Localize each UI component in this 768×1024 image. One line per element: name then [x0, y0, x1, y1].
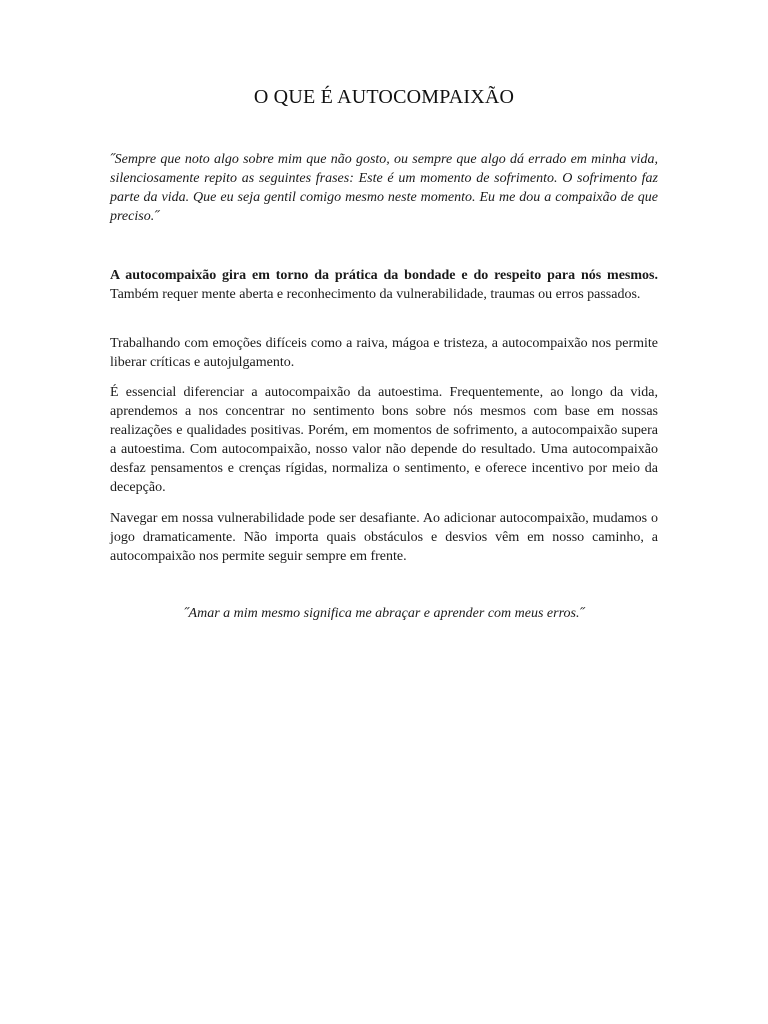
paragraph-1-bold: A autocompaixão gira em torno da prática da bondade e do respeito para nós mesmos.	[110, 268, 658, 283]
paragraph-3: É essencial diferenciar a autocompaixão da autoestima. Frequentemente, ao longo da vida, aprendemos a nos concentrar no sentimento bons sobre nós mesmos com base em nossas realizações e qualidades positivas. Porém, em momentos de sofrimento, a autocompaixão supera a autoestima. Com autocompaixão, nosso valor não depende do resultado. Uma autocompaixão desfaz pensamentos e crenças rígidas, normaliza o sentimento, e oferece incentivo por meio da decepção.	[110, 385, 658, 495]
paragraph-1	[110, 266, 658, 304]
page-title: O QUE É AUTOCOMPAIXÃO	[253, 86, 515, 108]
paragraph-1-rest: Também requer mente aberta e reconhecimento da vulnerabilidade, traumas ou erros passados.	[110, 287, 641, 302]
paragraph-4: Navegar em nossa vulnerabilidade pode ser desafiante. Ao adicionar autocompaixão, mudamos o jogo dramaticamente. Não importa quais obstáculos e desvios vêm em nosso caminho, a autocompaixão nos permite seguir sempre em frente.	[110, 511, 658, 564]
closing-quote: ˝Amar a mim mesmo significa me abraçar e aprender com meus erros.˝	[183, 606, 585, 621]
opening-quote: ˝Sempre que noto algo sobre mim que não gosto, ou sempre que algo dá errado em minha vida, silenciosamente repito as seguintes frases: Este é um momento de sofrimento. O sofrimento faz parte da vida. Que eu seja gentil comigo mesmo neste momento. Eu me dou a compaixão de que preciso.˝	[110, 152, 658, 224]
paragraph-2: Trabalhando com emoções difíceis como a raiva, mágoa e tristeza, a autocompaixão nos permite liberar críticas e autojulgamento.	[110, 336, 658, 370]
